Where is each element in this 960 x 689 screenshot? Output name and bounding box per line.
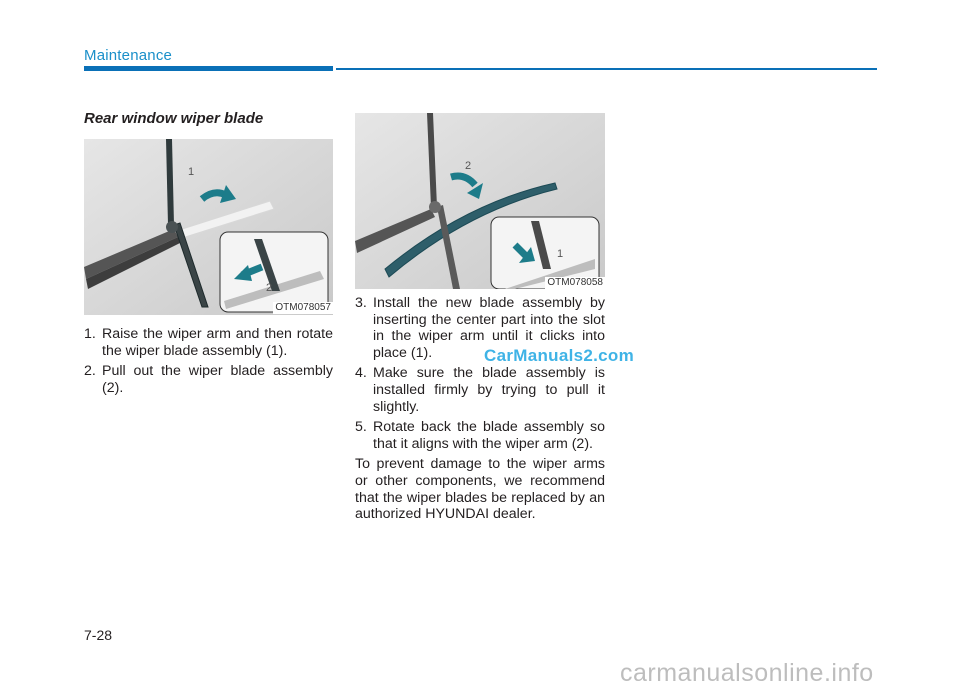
callout-2: 2: [266, 282, 273, 294]
step-text: Pull out the wiper blade assembly (2).: [102, 363, 333, 396]
step-item: [84, 363, 333, 396]
step-text: Make sure the blade assembly is installed firmly by trying to pull it slightly.: [373, 365, 605, 415]
step-number: 1.: [84, 326, 96, 342]
note-paragraph: To prevent damage to the wiper arms or other components, we recommend that the wiper blades be replaced by an authorized HYUNDAI dealer.: [355, 456, 605, 523]
section-title: Rear window wiper blade: [84, 110, 264, 127]
callout-2: 2: [465, 160, 472, 172]
step-item: [355, 419, 605, 452]
step-number: 4.: [355, 365, 367, 382]
step-number: 3.: [355, 295, 367, 311]
header-title: Maintenance: [84, 47, 173, 64]
watermark: CarManuals2.com: [484, 346, 634, 365]
wiper-removal-illustration: [84, 139, 333, 315]
figure-code: OTM078058: [547, 277, 603, 288]
figure-wiper-removal: [84, 139, 333, 315]
footer-watermark: carmanualsonline.info: [620, 659, 874, 687]
step-number: 2.: [84, 363, 96, 380]
header-rule-thin: [336, 68, 877, 70]
step-number: 5.: [355, 419, 367, 436]
header-rule-thick: [84, 66, 333, 71]
steps-left: [84, 326, 333, 400]
page-number: 7-28: [84, 627, 113, 643]
step-text: Raise the wiper arm and then rotate the wiper blade assembly (1).: [102, 326, 333, 359]
steps-right: [355, 295, 605, 523]
callout-1: 1: [557, 248, 564, 260]
figure-wiper-install: [355, 113, 605, 289]
step-item: [355, 365, 605, 415]
wiper-install-illustration: [355, 113, 605, 289]
step-item: [84, 326, 333, 359]
callout-1: 1: [188, 166, 195, 178]
step-text: Install the new blade assembly by inserting the center part into the slot in the wiper arm until it clicks into place (1).: [373, 295, 605, 361]
step-text: Rotate back the blade assembly so that it aligns with the wiper arm (2).: [373, 419, 605, 452]
figure-code: OTM078057: [275, 302, 331, 313]
